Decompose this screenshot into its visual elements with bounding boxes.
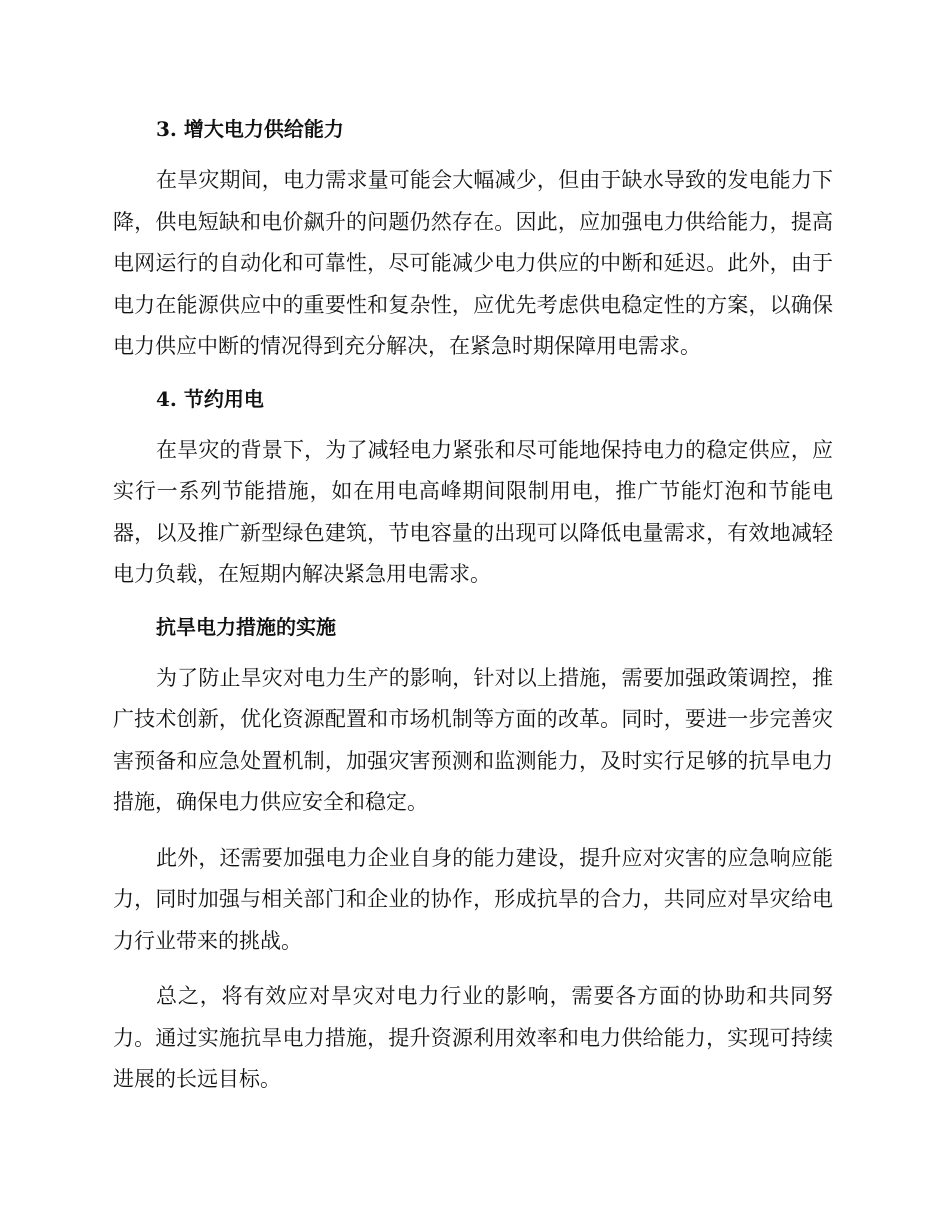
paragraph-implementation-2: 此外，还需要加强电力企业自身的能力建设，提升应对灾害的应急响应能力，同时加强与相关部门和企业的协作，形成抗旱的合力，共同应对旱灾给电力行业带来的挑战。: [113, 845, 833, 953]
document-page: [113, 110, 833, 1101]
paragraph-conclusion: 总之，将有效应对旱灾对电力行业的影响，需要各方面的协助和共同努力。通过实施抗旱电力措施，提升资源利用效率和电力供给能力，实现可持续进展的长远目标。: [113, 984, 833, 1091]
section-heading-increase-supply: 3. 增大电力供给能力: [156, 117, 344, 141]
paragraph-implementation-1: 为了防止旱灾对电力生产的影响，针对以上措施，需要加强政策调控，推广技术创新，优化资源配置和市场机制等方面的改革。同时，要进一步完善灾害预备和应急处置机制，加强灾害预测和监测能力，及时实行足够的抗旱电力措施，确保电力供应安全和稳定。: [113, 665, 833, 814]
section-heading-save-power: 4. 节约用电: [156, 386, 264, 411]
section-heading-implementation: 抗旱电力措施的实施: [156, 614, 336, 639]
paragraph-save-power: 在旱灾的背景下，为了减轻电力紧张和尽可能地保持电力的稳定供应，应实行一系列节能措施，如在用电高峰期间限制用电，推广节能灯泡和节能电器，以及推广新型绿色建筑，节电容量的出现可以降低电量需求，有效地减轻电力负载，在短期内解决紧急用电需求。: [113, 437, 833, 586]
paragraph-increase-supply: 在旱灾期间，电力需求量可能会大幅减少，但由于缺水导致的发电能力下降，供电短缺和电价飙升的问题仍然存在。因此，应加强电力供给能力，提高电网运行的自动化和可靠性，尽可能减少电力供应的中断和延迟。此外，由于电力在能源供应中的重要性和复杂性，应优先考虑供电稳定性的方案，以确保电力供应中断的情况得到充分解决，在紧急时期保障用电需求。: [113, 168, 833, 358]
